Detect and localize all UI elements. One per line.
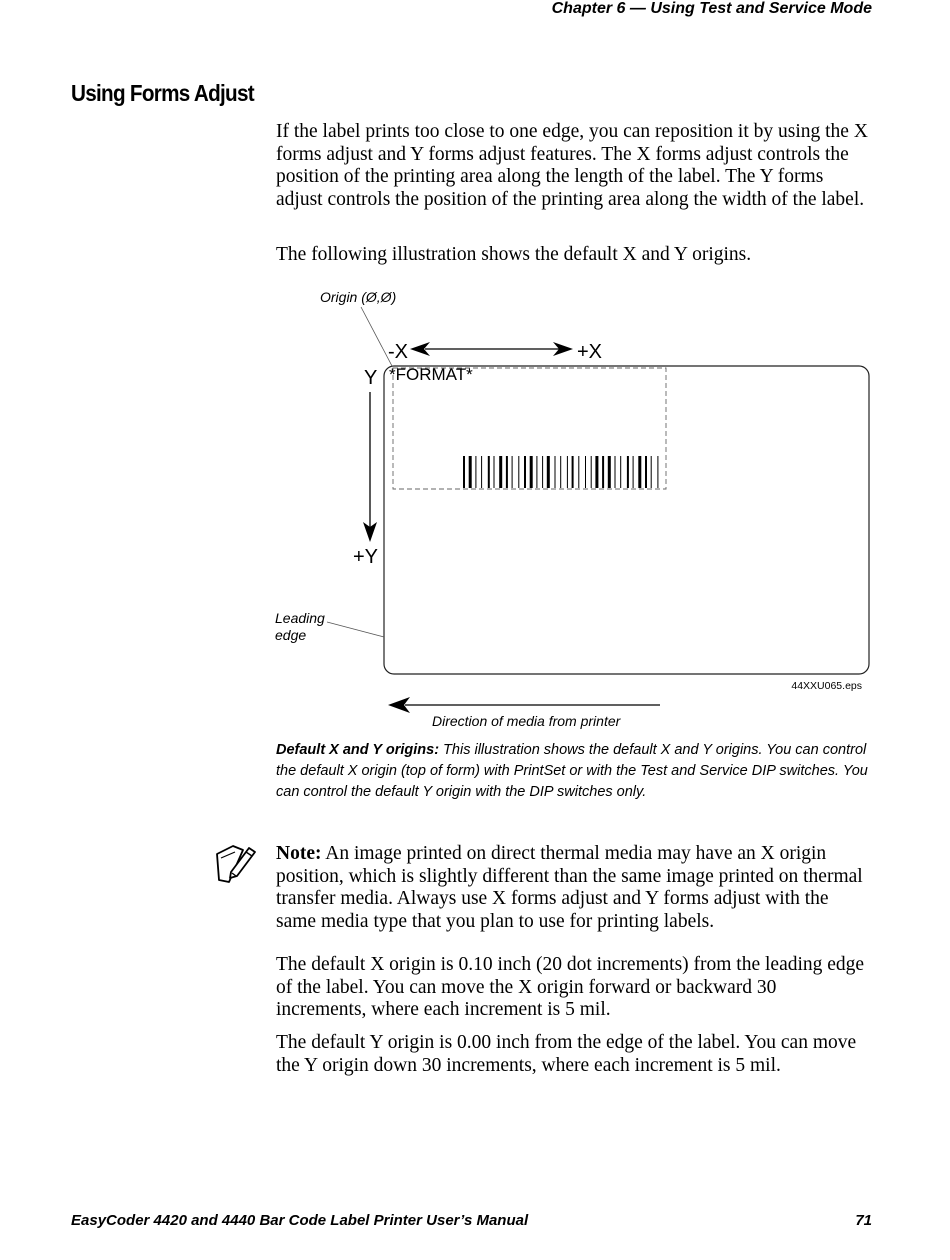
barcode-bar [645, 456, 647, 488]
barcode-bar [481, 456, 482, 488]
barcode-bar [499, 456, 502, 488]
y-label: Y [364, 367, 378, 389]
intro-paragraph: If the label prints too close to one edge, you can reposition it by using the X forms adjust and Y forms adjust features. The X forms adjust controls the position of the printing area along the length of the label. The Y forms adjust controls the position of the printing area along the width of the label. [276, 121, 868, 210]
figure-caption [276, 740, 870, 803]
barcode-bar [555, 456, 556, 488]
barcode-bar [506, 456, 508, 488]
caption-text: This illustration shows the default X and Y origins. You can control the default X origin (top of form) with PrintSet or with the Test and Service DIP switches. You can control the default Y origin with the DIP switches only. [276, 742, 868, 800]
footer-manual-title: EasyCoder 4420 and 4440 Bar Code Label Printer User’s Manual [71, 1212, 529, 1229]
barcode-bar [638, 456, 641, 488]
barcode-bar [591, 456, 592, 488]
plus-y-label: +Y [353, 546, 379, 568]
following-paragraph: The following illustration shows the default X and Y origins. [276, 244, 752, 265]
file-name-label: 44XXU065.eps [791, 680, 862, 692]
direction-label: Direction of media from printer [432, 713, 621, 729]
barcode-bar [518, 456, 519, 488]
section-title: Using Forms Adjust [71, 80, 254, 106]
barcode-bar [524, 456, 526, 488]
barcode-bar [547, 456, 550, 488]
note-paragraph [276, 843, 870, 933]
origin-label: Origin (Ø,Ø) [320, 289, 397, 305]
barcode-bar [633, 456, 634, 488]
minus-x-label: -X [388, 341, 408, 363]
plus-x-label: +X [577, 341, 603, 363]
leading-edge-label-line2: edge [275, 627, 307, 643]
barcode-bar [530, 456, 533, 488]
barcode-bar [585, 456, 586, 488]
barcode-bar [494, 456, 495, 488]
x-origin-paragraph: The default X origin is 0.10 inch (20 dot increments) from the leading edge of the label. You can move the X origin forward or backward 30 increments, where each increment is 5 mil. [276, 954, 865, 1020]
printing-area-dashed [393, 368, 666, 489]
barcode-bar [602, 456, 604, 488]
barcode-bar [488, 456, 490, 488]
y-origin-paragraph: The default Y origin is 0.00 inch from the edge of the label. You can move the Y origin down 30 increments, where each increment is 5 mil. [276, 1032, 857, 1076]
leading-edge-leader-line [327, 622, 384, 637]
note-text: An image printed on direct thermal media may have an X origin position, which is slightly different than the same image printed on thermal transfer media. Always use X forms adjust and Y forms adjust with the same media type that you plan to use for printing labels. [276, 843, 863, 932]
format-text: *FORMAT* [389, 365, 473, 384]
chapter-header: Chapter 6 — Using Test and Service Mode [551, 0, 872, 17]
caption-bold: Default X and Y origins: [276, 742, 440, 758]
barcode-bar [595, 456, 598, 488]
barcode-bar [542, 456, 543, 488]
note-label: Note: [276, 843, 322, 864]
note-pencil-icon [213, 842, 257, 886]
barcode-bar [469, 456, 472, 488]
barcode-bar [651, 456, 652, 488]
label-outline [384, 366, 869, 674]
leading-edge-label-line1: Leading [275, 610, 325, 626]
barcode-bar [567, 456, 568, 488]
barcode-bar [608, 456, 611, 488]
barcode-graphic [463, 456, 658, 488]
barcode-bar [512, 456, 513, 488]
barcode-bar [463, 456, 465, 488]
barcode-bar [560, 456, 561, 488]
footer-page-number: 71 [855, 1212, 872, 1229]
barcode-bar [657, 456, 658, 488]
barcode-bar [475, 456, 476, 488]
barcode-bar [615, 456, 616, 488]
barcode-bar [627, 456, 629, 488]
barcode-bar [536, 456, 537, 488]
barcode-bar [572, 456, 574, 488]
barcode-bar [620, 456, 621, 488]
barcode-bar [578, 456, 579, 488]
